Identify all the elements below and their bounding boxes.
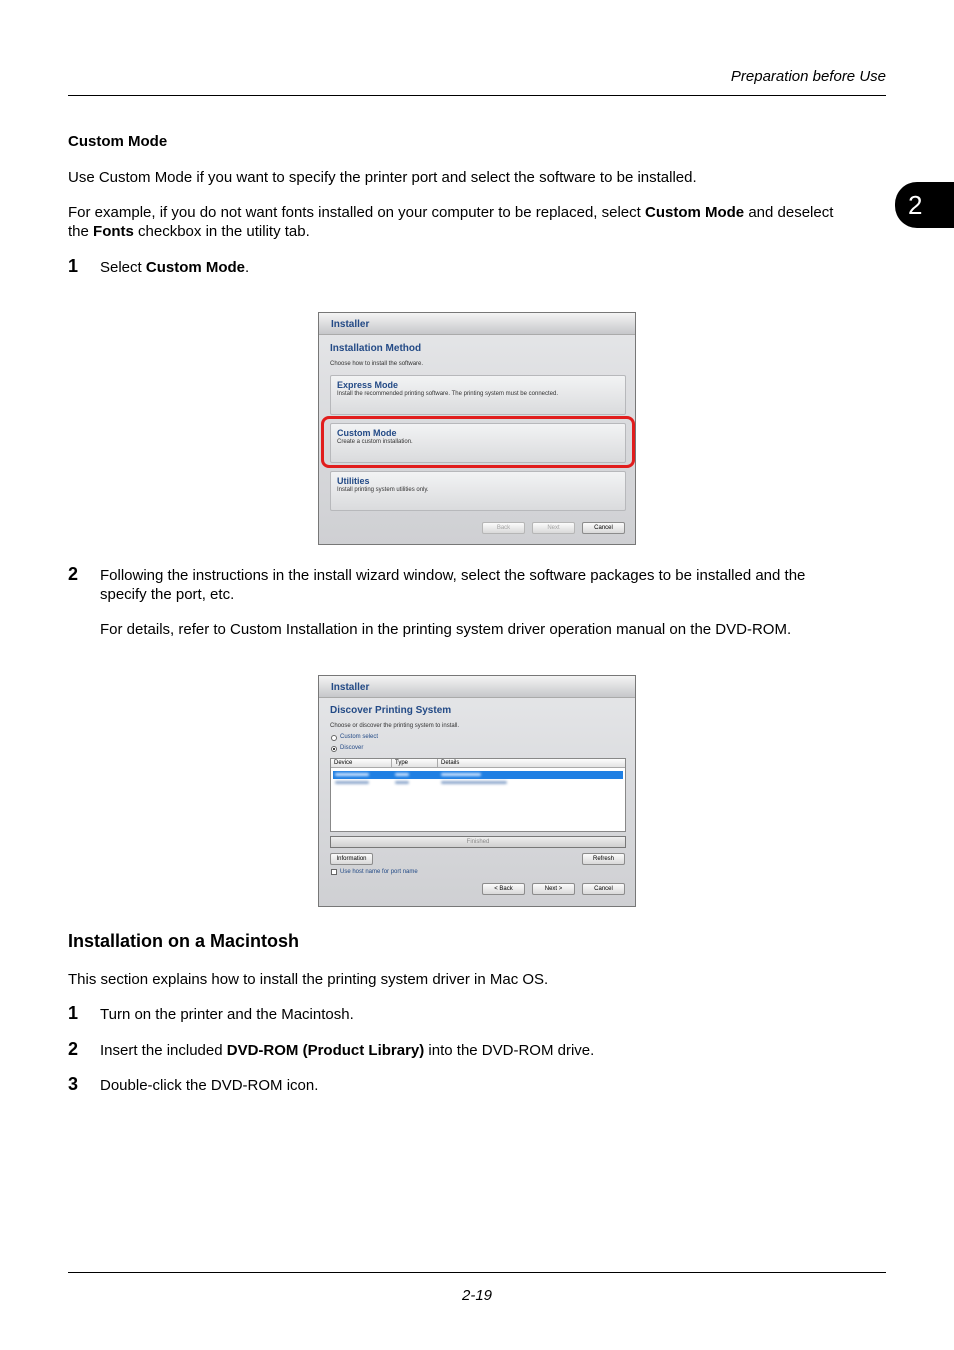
custom-mode-intro: Use Custom Mode if you want to specify the printer port and select the software to be installed. (68, 169, 697, 186)
device-list[interactable] (330, 758, 626, 832)
section-heading-custom-mode: Custom Mode (68, 133, 168, 150)
footer-rule (68, 1272, 886, 1273)
section-heading-macintosh: Installation on a Macintosh (68, 931, 300, 951)
window-title: Installer (319, 313, 635, 335)
list-header (331, 759, 625, 768)
radio-label: Custom select (340, 734, 379, 740)
option-express-mode[interactable] (330, 375, 626, 415)
radio-custom-select[interactable] (331, 735, 337, 741)
option-utilities[interactable] (330, 471, 626, 511)
option-description: Install printing system utilities only. (337, 487, 429, 493)
option-description: Create a custom installation. (337, 439, 413, 445)
installer-subtitle: Choose how to install the software. (330, 361, 424, 367)
cancel-button[interactable]: Cancel (582, 883, 625, 895)
host-name-checkbox[interactable] (331, 869, 337, 875)
custom-mode-example: For example, if you do not want fonts installed on your computer to be replaced, select Custom Mode and deselect the Fonts checkbox in the utility tab. (68, 204, 834, 240)
header-rule (68, 95, 886, 96)
step-number: 2 (68, 564, 79, 584)
step-number: 1 (68, 1003, 79, 1023)
step-text: Insert the included DVD-ROM (Product Library) into the DVD-ROM drive. (100, 1042, 595, 1059)
column-type[interactable]: Type (395, 760, 409, 766)
refresh-button[interactable]: Refresh (582, 853, 625, 865)
column-device[interactable]: Device (334, 760, 353, 766)
radio-label: Discover (340, 745, 364, 751)
step-text: Select Custom Mode. (100, 259, 250, 276)
step-number: 2 (68, 1039, 79, 1059)
option-title: Custom Mode (337, 428, 397, 438)
installer-subtitle: Choose or discover the printing system to install. (330, 723, 460, 729)
installer-heading: Installation Method (330, 343, 422, 354)
radio-discover[interactable] (331, 746, 337, 752)
step-number: 3 (68, 1074, 79, 1094)
back-button[interactable]: < Back (482, 883, 525, 895)
cancel-button[interactable]: Cancel (582, 522, 625, 534)
page-number: 2-19 (461, 1287, 493, 1304)
chapter-tab: 2 (895, 182, 954, 228)
table-row-selected[interactable] (333, 771, 623, 779)
highlight-circle (321, 416, 635, 468)
information-button[interactable]: Information (330, 853, 373, 865)
step-detail: For details, refer to Custom Installation in the printing system driver operation manual on the DVD-ROM. (100, 621, 792, 638)
step-text: Double-click the DVD-ROM icon. (100, 1077, 319, 1094)
installer-window-discover (318, 675, 636, 907)
option-title: Express Mode (337, 380, 399, 390)
back-button[interactable]: Back (482, 522, 525, 534)
running-header: Preparation before Use (730, 68, 886, 85)
progress-bar: Finished (330, 836, 626, 848)
next-button[interactable]: Next (532, 522, 575, 534)
macintosh-intro: This section explains how to install the printing system driver in Mac OS. (68, 971, 549, 988)
installer-window-method (318, 312, 636, 545)
step-text: Following the instructions in the install wizard window, select the software packages to be installed and the specify the port, etc. (100, 567, 806, 603)
window-title: Installer (319, 676, 635, 698)
step-number: 1 (68, 256, 79, 276)
step-text: Turn on the printer and the Macintosh. (100, 1006, 354, 1023)
installer-heading: Discover Printing System (330, 705, 452, 716)
option-description: Install the recommended printing software. The printing system must be connected. (337, 391, 559, 397)
table-row[interactable] (333, 779, 623, 787)
option-title: Utilities (337, 476, 370, 486)
checkbox-label: Use host name for port name (340, 869, 418, 875)
next-button[interactable]: Next > (532, 883, 575, 895)
column-details[interactable]: Details (441, 760, 460, 766)
